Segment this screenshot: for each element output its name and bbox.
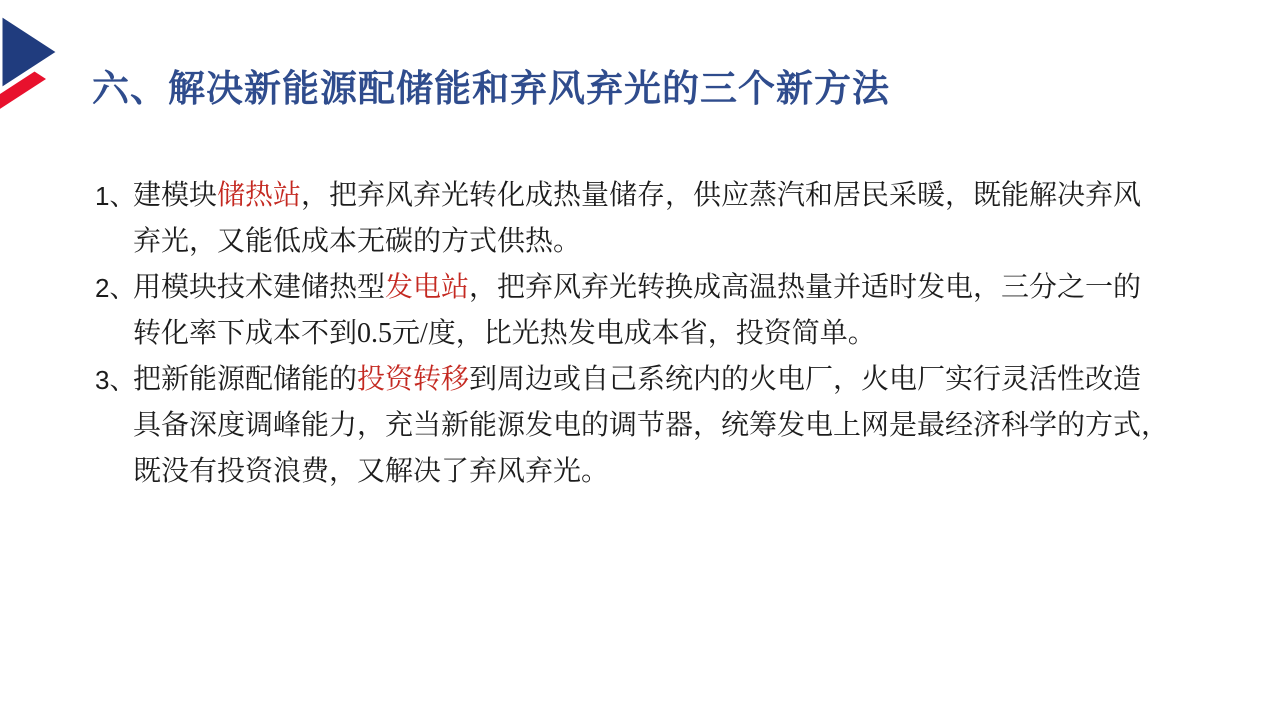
bullet-text xyxy=(133,265,1215,357)
bullet-text xyxy=(133,173,1215,265)
body-text: 建模块 xyxy=(133,180,218,211)
highlight-text: 储热站 xyxy=(217,180,302,211)
body-text: ，把弃风弃光转化成热量储存，供应蒸汽和居民采暖，既能解决弃风 xyxy=(301,180,1142,211)
body-text: ，把弃风弃光转换成高温热量并适时发电，三分之一的 xyxy=(469,272,1142,303)
bullet-item xyxy=(95,173,1215,265)
body-text: 转化率下成本不到0.5元/度，比光热发电成本省，投资简单。 xyxy=(133,318,876,349)
bullet-number: 2、 xyxy=(95,273,136,303)
bullet-number: 3、 xyxy=(95,365,136,395)
bullet-text xyxy=(133,357,1215,495)
body-text: 弃光，又能低成本无碳的方式供热。 xyxy=(133,226,582,257)
page-title: 六、解决新能源配储能和弃风弃光的三个新方法 xyxy=(92,69,890,110)
highlight-text: 发电站 xyxy=(385,272,470,303)
bullet-number: 1、 xyxy=(95,181,136,211)
highlight-text: 投资转移 xyxy=(357,364,470,395)
body-text: 到周边或自己系统内的火电厂，火电厂实行灵活性改造 xyxy=(469,364,1142,395)
bullet-item xyxy=(95,265,1215,357)
bullet-item xyxy=(95,357,1215,495)
body-text: 既没有投资浪费，又解决了弃风弃光。 xyxy=(133,456,610,487)
body-text: 把新能源配储能的 xyxy=(133,364,358,395)
bullet-list xyxy=(95,173,1215,495)
body-text: 具备深度调峰能力，充当新能源发电的调节器，统筹发电上网是最经济科学的方式， xyxy=(133,410,1170,441)
body-text: 用模块技术建储热型 xyxy=(133,272,386,303)
slide-accent-triangles xyxy=(0,0,70,130)
